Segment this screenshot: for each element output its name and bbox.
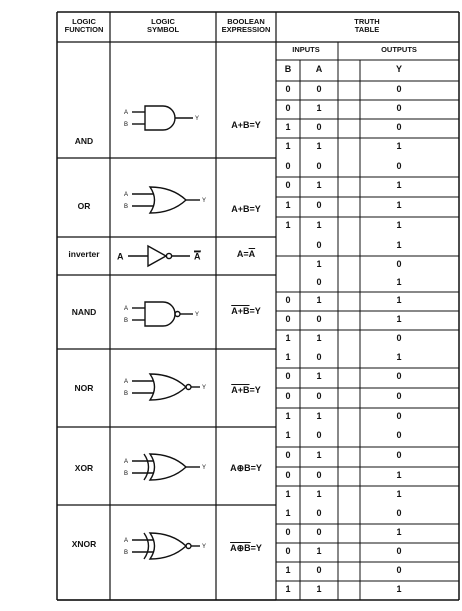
inverter-expr-rhs: $\overline{A}$	[248, 249, 256, 259]
and-gate-icon-pin-b: B	[124, 122, 129, 128]
truth-cell-b: 1	[285, 121, 291, 132]
header-truth-table-line: TRUTH	[354, 17, 380, 26]
xnor-gate-icon-pin-b: B	[124, 550, 129, 556]
truth-cell-y: 0	[396, 430, 402, 440]
truth-cell-a: 0	[316, 276, 322, 287]
truth-cell-b: 1	[285, 332, 291, 343]
truth-cell-a: 0	[316, 526, 322, 537]
truth-cell-b: 1	[285, 488, 291, 499]
truth-cell-y: 1	[396, 526, 402, 537]
truth-cell-a: 0	[316, 391, 322, 401]
truth-cell-a: 1	[316, 258, 322, 269]
inverter-expr-lhs: A=	[236, 249, 249, 259]
truth-cell-b: 1	[285, 410, 291, 421]
xor-gate-icon-pin-y: Y	[202, 465, 207, 471]
truth-cell-b: 0	[285, 545, 291, 556]
truth-cell-b: 1	[285, 507, 291, 518]
nand-gate-icon-pin-b: B	[124, 318, 129, 324]
truth-cell-a: 0	[316, 83, 322, 94]
expr-rest: =Y	[249, 306, 261, 316]
truth-cell-b: 0	[285, 180, 291, 190]
header-boolean-expression-line: BOOLEAN	[227, 17, 265, 26]
truth-cell-b: 0	[285, 294, 291, 305]
expr-overlined-part: A+B	[231, 306, 250, 316]
function-name-and: AND	[74, 136, 94, 146]
function-name-xnor: XNOR	[71, 539, 97, 549]
boolean-expression-inverter	[206, 250, 286, 259]
truth-cell-a: 0	[316, 507, 322, 518]
truth-cell-b: 1	[285, 141, 291, 151]
header-inputs: INPUTS	[292, 45, 320, 54]
truth-cell-b: 0	[285, 371, 291, 381]
function-name-nor: NOR	[74, 383, 94, 393]
truth-cell-y: 0	[396, 332, 402, 343]
truth-cell-a: 0	[316, 469, 322, 480]
truth-cell-a: 1	[316, 294, 322, 305]
truth-cell-a: 1	[316, 450, 322, 460]
truth-cell-b: 0	[285, 391, 291, 401]
truth-cell-y: 1	[396, 469, 402, 480]
truth-cell-b: 1	[285, 564, 291, 575]
truth-cell-y: 1	[396, 351, 402, 362]
function-name-or: OR	[77, 201, 91, 211]
truth-cell-y: 0	[396, 371, 402, 381]
truth-cell-a: 0	[316, 313, 322, 324]
header-boolean-expression	[206, 18, 286, 34]
truth-cell-y: 1	[396, 141, 402, 151]
truth-cell-y: 0	[396, 391, 402, 401]
xor-gate-icon-pin-a: A	[124, 459, 129, 465]
xnor-gate-icon-pin-a: A	[124, 538, 129, 544]
truth-cell-y: 0	[396, 121, 402, 132]
truth-cell-y: 0	[396, 564, 402, 575]
nand-gate-icon-pin-y: Y	[195, 312, 200, 318]
truth-cell-y: 0	[396, 450, 402, 460]
truth-cell-b: 0	[285, 83, 291, 94]
truth-cell-y: 0	[396, 545, 402, 556]
inverter-gate-icon-pin-in: A	[117, 251, 124, 262]
truth-cell-y: 0	[396, 160, 402, 171]
header-logic-symbol-line: SYMBOL	[146, 24, 180, 34]
nand-gate-icon-pin-a: A	[124, 306, 129, 312]
function-name-nand: NAND	[71, 307, 97, 317]
header-truth-table	[327, 18, 407, 34]
header-logic-function-line: LOGIC	[72, 17, 96, 26]
truth-cell-a: 0	[316, 121, 322, 132]
or-gate-icon-pin-y: Y	[202, 198, 207, 204]
xnor-gate-icon-pin-y: Y	[202, 544, 207, 550]
truth-cell-y: 1	[396, 294, 402, 305]
truth-cell-y: 1	[396, 276, 402, 287]
truth-cell-a: 1	[316, 332, 322, 343]
or-gate-icon-pin-b: B	[124, 204, 129, 210]
truth-cell-b: 1	[285, 351, 291, 362]
boolean-expression-xor: A⊕B=Y	[230, 463, 262, 473]
header-col-a: A	[315, 64, 323, 74]
truth-cell-a: 1	[316, 102, 322, 113]
header-boolean-expression-line: EXPRESSION	[221, 24, 271, 34]
truth-cell-y: 0	[396, 258, 402, 269]
truth-cell-b: 1	[285, 200, 291, 210]
truth-cell-y: 0	[396, 507, 402, 518]
truth-cell-y: 1	[396, 313, 402, 324]
truth-cell-b: 0	[285, 160, 291, 171]
xor-gate-icon-pin-b: B	[124, 471, 129, 477]
truth-cell-b: 0	[285, 450, 291, 460]
function-name-xor: XOR	[74, 463, 94, 473]
expr-overlined-part: A+B	[231, 385, 250, 395]
truth-cell-a: 1	[316, 410, 322, 421]
truth-cell-y: 1	[396, 200, 402, 210]
truth-cell-b: 1	[285, 430, 291, 440]
nor-gate-icon-pin-b: B	[124, 391, 129, 397]
truth-cell-y: 1	[396, 180, 402, 190]
header-outputs: OUTPUTS	[381, 45, 417, 54]
truth-cell-a: 0	[316, 351, 322, 362]
truth-cell-a: 1	[316, 488, 322, 499]
truth-cell-a: 0	[316, 564, 322, 575]
truth-cell-y: 1	[396, 583, 402, 594]
truth-cell-y: 1	[396, 488, 402, 499]
expr-rest: =Y	[250, 543, 262, 553]
truth-cell-y: 0	[396, 102, 402, 113]
header-logic-function	[44, 18, 124, 34]
truth-cell-b: 1	[285, 583, 291, 594]
truth-cell-a: 1	[316, 583, 322, 594]
and-gate-icon-pin-a: A	[124, 110, 129, 116]
truth-cell-a: 1	[316, 545, 322, 556]
nor-gate-icon-pin-y: Y	[202, 385, 207, 391]
or-gate-icon-pin-a: A	[124, 192, 129, 198]
truth-cell-y: 1	[396, 239, 402, 250]
header-logic-symbol-line: LOGIC	[151, 17, 175, 26]
truth-cell-a: 1	[316, 180, 322, 190]
truth-cell-a: 1	[316, 220, 322, 230]
truth-cell-a: 0	[316, 160, 322, 171]
header-truth-table-line: TABLE	[354, 24, 380, 34]
header-logic-function-line: FUNCTION	[64, 24, 104, 34]
expr-rest: =Y	[249, 385, 261, 395]
truth-cell-b: 0	[285, 469, 291, 480]
header-logic-symbol	[123, 18, 203, 34]
and-gate-icon-pin-y: Y	[195, 116, 200, 122]
truth-cell-y: 0	[396, 410, 402, 421]
truth-cell-b: 0	[285, 526, 291, 537]
inverter-gate-icon-pin-out: A	[194, 251, 201, 262]
expr-overlined-part: A⊕B	[230, 543, 251, 553]
function-name-inverter: inverter	[68, 249, 100, 259]
header-col-b: B	[284, 64, 292, 74]
truth-cell-b: 0	[285, 102, 291, 113]
boolean-expression-and: A+B=Y	[231, 120, 261, 130]
header-col-y: Y	[395, 64, 402, 74]
truth-cell-y: 0	[396, 83, 402, 94]
truth-cell-a: 0	[316, 200, 322, 210]
truth-cell-a: 0	[316, 239, 322, 250]
truth-cell-b: 1	[285, 220, 291, 230]
truth-cell-a: 0	[316, 430, 322, 440]
truth-cell-a: 1	[316, 371, 322, 381]
truth-cell-y: 1	[396, 220, 402, 230]
truth-cell-a: 1	[316, 141, 322, 151]
truth-cell-b: 0	[285, 313, 291, 324]
nor-gate-icon-pin-a: A	[124, 379, 129, 385]
boolean-expression-or: A+B=Y	[231, 204, 261, 214]
